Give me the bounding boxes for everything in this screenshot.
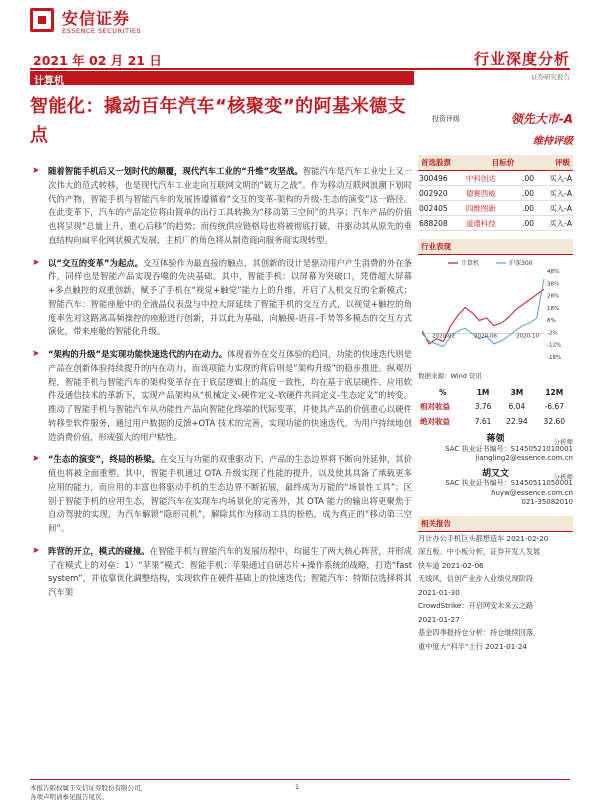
stock-price: .00 (514, 201, 535, 216)
para-text: 智能汽车是汽车工业史上又一次伟大的范式转移，也是现代汽车工业走向互联网文明的“破万之战”。作为移动互联网浪潮下划时代的产物，智能手机与智能汽车的发展皆遵循着“交互的变革-架构的升级-生态的演变”这一路径。在此变革下，汽车的产品定位将由简单的出行工具转换为“移动第三空间”的共享；汽车产品的价值也将呈现“总量上升，重心后移”的趋势；而传统供应链格局也将被彻底打破，并驱动其从原先的垂直结构向扁平化网状模式发展，主机厂的角色将从制造商向服务商实现转型。 (48, 166, 412, 245)
analyst-name: 蒋领 (486, 434, 505, 444)
body-paragraph (30, 165, 412, 248)
body-paragraph (30, 257, 412, 340)
report-subtype: 证券研究报告 (531, 73, 570, 81)
trend-chart (418, 257, 573, 369)
body-paragraph (30, 453, 412, 536)
performance-table (418, 386, 573, 429)
report-type: 行业深度分析 (473, 50, 570, 68)
perf-value: 6.04 (508, 402, 526, 411)
stock-rating: 买入-A (535, 201, 573, 216)
sidebar (418, 110, 573, 653)
stock-price: .00 (514, 186, 535, 201)
stock-code: 002405 (418, 201, 465, 216)
x-tick-label: 2020-02 (432, 333, 455, 340)
para-text: 交互体验作为最直接的触点，其创新的设计是驱动用户产生消费的外在条件，同样也是智能产品实现吞噬的先决基础。其中，智能手机：以屏幕为突破口，凭借超大屏幕+多点触控的双重创新，赋予了手机在“视觉+触觉”能力上的升维，开启了人机交互的全新模式；智能汽车：智能座舱中的全液晶仪表盘与中控大屏延续了智能手机的交互方式，以视觉+触控的角度率先对这路离高频操控的座舱进行创新，并以此为基础，向触摸-语音-手势等多模态的交互方式演化，带来座舱的智能化升级。 (48, 257, 412, 337)
analyst-card (418, 470, 573, 508)
analysts (418, 435, 573, 508)
perf-value: 3.76 (474, 402, 492, 411)
stocks-table (418, 171, 573, 231)
x-tick-label: 2020-10 (516, 333, 539, 340)
stock-row (418, 171, 573, 186)
x-tick-label: 2020-06 (474, 333, 497, 340)
related-reports (418, 532, 573, 654)
y-tick-label: -18% (547, 355, 562, 361)
y-tick-label: -12% (547, 342, 562, 349)
chart-source: 数据来源：Wind 资讯 (418, 372, 482, 380)
perf-header: 1M (476, 388, 490, 397)
y-tick-label: 18% (547, 305, 560, 312)
logo-mark-icon (30, 8, 54, 32)
para-text: 体现着外在交互体验的趋同，功能的快速迭代则是产品在创新体验持续提升的内在动力，而该项能力实现的背后则是“架构升级”的稳步推进。纵观历程，智能手机与智能汽车的架构变革存在于底层逻辑上的高度一致性，均在基于底层硬件、应用软件及通信技术的革新下，实现产品架构从“机械定义-硬件定义-软硬件共同定义-生态定义”的转变。推动了智能手机与智能汽车从功能性产品向智能化终端的代际变革，并使其产品的价值重心以硬件转移至软件服务，通过用户数据的反馈+OTA 技术的完善，实现功能的快速迭代，为用户持续地创造消费价值，形成强大的用户粘性。 (48, 349, 412, 442)
related-item: 月计办公手机巨头都想造车 2021-02-20 (418, 533, 549, 543)
related-item: 快车道 2021-02-06 (418, 560, 484, 570)
body-paragraph (30, 545, 412, 600)
stock-name: 德赛西威 (465, 186, 514, 201)
para-lead: 阵营的开立，模式的碰撞。 (48, 545, 150, 556)
para-lead: 随着智能手机后又一划时代的颠覆，现代汽车工业的“升维”攻坚战。 (48, 166, 303, 176)
analyst-role: 分析师 (553, 472, 573, 481)
para-text: 在交互与功能的双重驱动下，产品的生态边界将不断向外延伸，其价值也将被全面重塑。其中，智能手机通过 OTA 升级实现了性能的提升，以及使其具备了承载更多应用的能力，而应用的丰富也将驱动手机的生态边界不断拓展，最终成为万能的“场景性工具”；区别于智能手机的应用生态，智能汽车在实现车内场景化的完善外，其 OTA 能力的输出将更聚焦于自动驾驶的实现，为汽车解锁“隐形司机”，解除其作为移动工具的桎梏，成为真正的“移动第三空间”。 (48, 454, 413, 533)
analyst-role: 分析师 (553, 438, 573, 446)
related-item: 2021-01-27 (418, 614, 460, 624)
related-item: 无线风，信创产业步入业绩兑现阶段 (418, 574, 534, 583)
related-item: 重中度大“科半”上行 2021-01-24 (418, 641, 528, 651)
main-body (30, 165, 412, 609)
stock-price: .00 (514, 216, 535, 231)
para-lead: “生态的演变”，终局的桥梁。 (48, 454, 160, 465)
body-paragraph (30, 348, 412, 444)
stock-row (418, 201, 573, 216)
y-tick-label: -2% (547, 330, 558, 337)
stock-code: 002920 (418, 186, 465, 201)
perf-label: 相对收益 (420, 402, 450, 411)
sector-bar (30, 71, 414, 85)
analyst-name: 胡又文 (481, 468, 509, 479)
analyst-email: huyw@essence.com.cn (491, 488, 573, 497)
y-tick-label: 38% (547, 281, 560, 288)
bullet-icon: ➤ (32, 166, 40, 176)
company-logo (30, 6, 170, 38)
related-item: CrowdStrike：开启网安未来云之路 (418, 601, 534, 610)
legend-label: 计算机 (461, 260, 480, 267)
rating-sub: 维持评级 (533, 136, 573, 147)
perf-value: 32.60 (543, 417, 566, 426)
perf-header: 12M (545, 388, 564, 397)
bullet-icon: ➤ (32, 257, 40, 268)
related-item: 深五板、中小板分析，证券开发人发展 (418, 547, 541, 556)
y-tick-label: 48% (547, 269, 560, 275)
para-lead: 以“交互的变革”为起点。 (48, 257, 144, 268)
stock-name: 四维图新 (465, 201, 514, 216)
perf-row (418, 414, 573, 429)
perf-label: 绝对收益 (420, 417, 450, 426)
stock-rating: 买入-A (535, 216, 573, 231)
trend-header: 行业表现 (418, 239, 573, 255)
related-item: 基金四季报持仓分析：持仓继续回落， (418, 628, 541, 637)
perf-row (418, 399, 573, 414)
stock-rating: 买入-A (535, 171, 573, 186)
perf-header: % (439, 388, 447, 397)
y-tick-label: 28% (547, 293, 560, 300)
related-item: 2021-01-30 (418, 587, 460, 597)
stock-name: 道通科技 (465, 216, 514, 231)
trend-chart-svg (418, 257, 573, 369)
bullet-icon: ➤ (32, 545, 40, 556)
perf-header-row (418, 386, 573, 399)
footer (30, 783, 570, 801)
footer-divider (30, 779, 570, 780)
logo-en: ESSENCE SECURITIES (62, 27, 142, 35)
analyst-cert: SAC 执业证书编号：S1450511050001 (445, 479, 573, 487)
header-divider (30, 68, 570, 70)
logo-cn: 安信证券 (62, 9, 131, 28)
page-title: 智能化：撬动百年汽车“核聚变”的阿基米德支点 (30, 96, 407, 146)
rating-row (418, 110, 573, 132)
perf-value: -6.67 (544, 402, 564, 411)
analyst-card (418, 435, 573, 464)
para-lead: “架构的升级”是实现功能快速迭代的内在动力。 (48, 349, 228, 359)
bullet-icon: ➤ (32, 454, 40, 465)
page-number: 1 (295, 783, 300, 791)
perf-value: 7.61 (474, 417, 492, 426)
footer-text-2: 各项声明请参见报告尾页。 (30, 793, 108, 801)
related-header: 相关报告 (418, 516, 573, 532)
stock-row (418, 186, 573, 201)
bullet-icon: ➤ (32, 349, 40, 359)
y-tick-label: 8% (547, 318, 556, 325)
legend-label: 沪深300 (509, 260, 533, 267)
stocks-rating-header: 评级 (555, 158, 570, 167)
para-text: 在智能手机与智能汽车的发展历程中，均诞生了两大核心阵营，并形成了在模式上的对垒：1）“苹果”模式：智能手机：苹果通过自研芯片+操作系统的战略，打造“fast system”，并依靠优化调整结构，实现软件在硬件基础上的快速迭代；智能汽车：特斯拉选择将其汽车架 (48, 545, 412, 597)
footer-text-1: 本报告版权属于安信证券股份有限公司， (30, 784, 147, 792)
rating-label: 投资评级 (432, 115, 460, 123)
stock-name: 中科创达 (465, 171, 514, 186)
stock-price: .00 (514, 171, 535, 186)
stock-code: 300496 (418, 171, 465, 186)
stocks-header-label: 首选股票 (421, 158, 451, 167)
stocks-target-header: 目标价 (491, 158, 515, 167)
perf-header: 3M (510, 388, 524, 397)
stock-rating: 买入-A (535, 186, 573, 201)
analyst-cert: SAC 执业证书编号：S1450521010001 (445, 444, 573, 453)
analyst-email: jiangling2@essence.com.cn (475, 454, 573, 462)
perf-value: 22.94 (506, 417, 528, 426)
report-date: 2021 年 02 月 21 日 (33, 53, 162, 68)
sector-label: 计算机 (34, 76, 64, 87)
stock-row (418, 216, 573, 231)
stocks-header (418, 155, 573, 171)
analyst-phone: 021-35082010 (521, 498, 573, 506)
stock-code: 688208 (418, 216, 465, 231)
rating-value: 领先大市-A (510, 112, 573, 126)
